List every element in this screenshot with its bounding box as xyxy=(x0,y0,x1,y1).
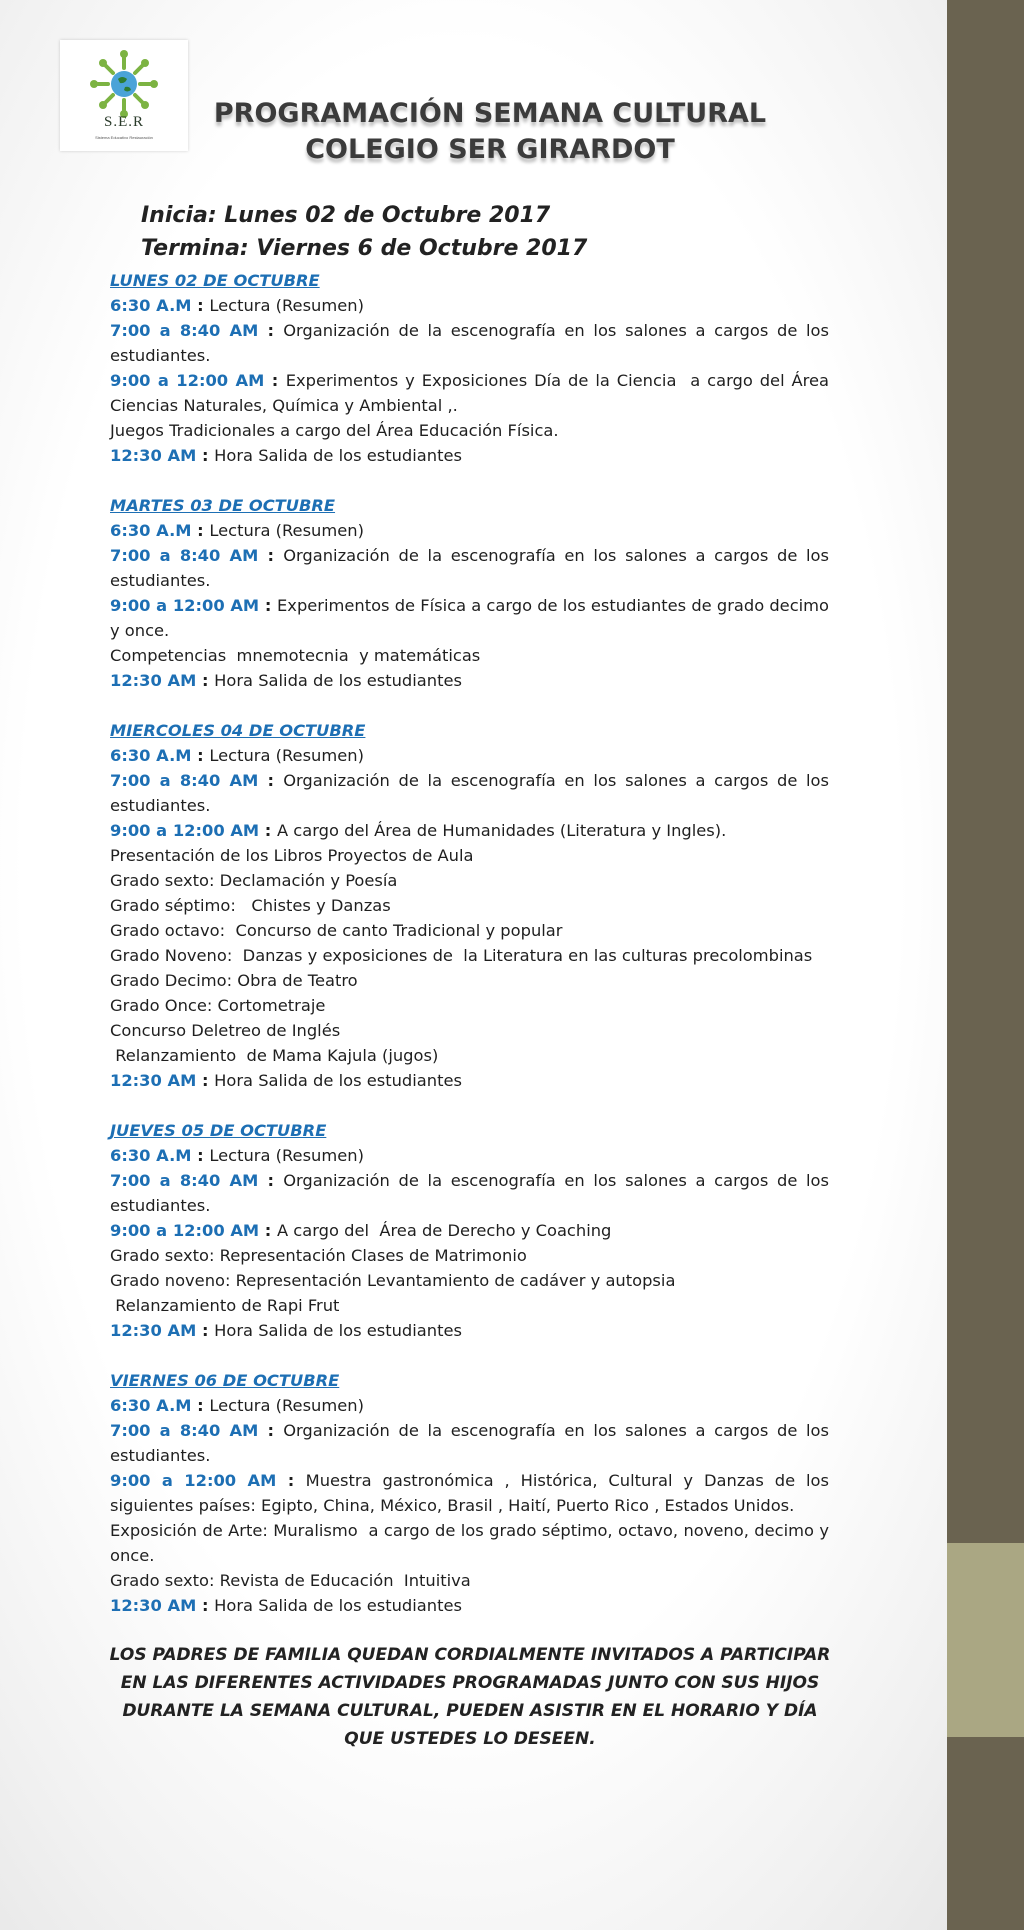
entry-text: Competencias mnemotecnia y matemáticas xyxy=(110,646,481,665)
title-line-1: PROGRAMACIÓN SEMANA CULTURAL xyxy=(213,98,767,129)
schedule-entry xyxy=(110,1418,835,1468)
entry-time: 7:00 a 8:40 AM xyxy=(110,1171,259,1190)
title-line-2: COLEGIO SER GIRARDOT xyxy=(305,134,675,165)
entry-text: A cargo del Área de Derecho y Coaching xyxy=(276,1221,612,1240)
entry-text: Lectura (Resumen) xyxy=(209,746,364,765)
entry-time: 6:30 A.M xyxy=(110,296,192,315)
entry-text: Grado séptimo: Chistes y Danzas xyxy=(110,896,391,915)
entry-separator: : xyxy=(196,446,215,465)
entry-text: Exposición de Arte: Muralismo a cargo de los grado séptimo, octavo, noveno, decimo y once. xyxy=(110,1521,835,1565)
logo-text: S.E.R xyxy=(103,114,144,130)
entry-separator: : xyxy=(191,1396,210,1415)
day-title: MIERCOLES 04 DE OCTUBRE xyxy=(110,721,366,740)
entry-separator: : xyxy=(258,771,284,790)
entry-time: 12:30 AM xyxy=(110,1321,197,1340)
entry-time: 9:00 a 12:00 AM xyxy=(110,1221,260,1240)
entry-separator: : xyxy=(258,1421,284,1440)
entry-text: Lectura (Resumen) xyxy=(209,521,364,540)
entry-time: 7:00 a 8:40 AM xyxy=(110,321,259,340)
entry-time: 12:30 AM xyxy=(110,671,197,690)
schedule-entry xyxy=(110,1218,829,1243)
entry-text: Organización de la escenografía en los salones a cargos de los estudiantes. xyxy=(110,321,835,365)
entry-time: 7:00 a 8:40 AM xyxy=(110,771,259,790)
start-date: Inicia: Lunes 02 de Octubre 2017 xyxy=(141,203,551,228)
schedule-entry xyxy=(110,1268,829,1293)
entry-text: Hora Salida de los estudiantes xyxy=(214,446,462,465)
schedule-entry xyxy=(110,668,829,693)
schedule-entry xyxy=(110,1318,829,1343)
closing-line-4: QUE USTEDES LO DESEEN. xyxy=(344,1729,596,1749)
sidebar-accent-band xyxy=(947,1543,1024,1737)
entry-time: 6:30 A.M xyxy=(110,1396,192,1415)
schedule-entry xyxy=(110,993,829,1018)
entry-text: Experimentos de Física a cargo de los estudiantes de grado decimo y once. xyxy=(110,596,835,640)
day-block xyxy=(110,1368,835,1618)
entry-separator: : xyxy=(196,1596,215,1615)
schedule-entry xyxy=(110,318,835,368)
schedule-entry xyxy=(110,943,829,968)
entry-separator: : xyxy=(191,746,210,765)
entry-text: A cargo del Área de Humanidades (Literatura y Ingles). xyxy=(276,821,727,840)
schedule-entry xyxy=(110,1393,829,1418)
entry-text: Relanzamiento de Rapi Frut xyxy=(110,1296,340,1315)
day-title: JUEVES 05 DE OCTUBRE xyxy=(110,1121,327,1140)
schedule-entry xyxy=(110,743,829,768)
day-block xyxy=(110,718,835,1093)
schedule-entry xyxy=(110,593,835,643)
page-title xyxy=(150,96,830,168)
entry-separator: : xyxy=(191,1146,210,1165)
day-title: VIERNES 06 DE OCTUBRE xyxy=(110,1371,340,1390)
entry-text: Grado octavo: Concurso de canto Tradicional y popular xyxy=(110,921,563,940)
entry-separator: : xyxy=(191,296,210,315)
entry-time: 9:00 a 12:00 AM xyxy=(110,1471,277,1490)
entry-time: 12:30 AM xyxy=(110,1596,197,1615)
schedule-entry xyxy=(110,818,829,843)
entry-separator: : xyxy=(258,321,284,340)
schedule-entry xyxy=(110,418,829,443)
schedule-entry xyxy=(110,368,835,418)
schedule-entry xyxy=(110,1168,835,1218)
entry-text: Organización de la escenografía en los salones a cargos de los estudiantes. xyxy=(110,546,835,590)
closing-line-3: DURANTE LA SEMANA CULTURAL, PUEDEN ASISTIR EN EL HORARIO Y DÍA xyxy=(122,1701,818,1721)
entry-text: Muestra gastronómica , Histórica, Cultural y Danzas de los siguientes países: Egipto, China, México, Brasil , Haití, Puerto Rico , Estados Unidos. xyxy=(110,1471,835,1515)
schedule-entry xyxy=(110,443,829,468)
entry-time: 6:30 A.M xyxy=(110,1146,192,1165)
entry-separator: : xyxy=(258,546,284,565)
entry-text: Concurso Deletreo de Inglés xyxy=(110,1021,341,1040)
entry-text: Grado Once: Cortometraje xyxy=(110,996,326,1015)
schedule-entry xyxy=(110,293,829,318)
schedule xyxy=(110,268,835,1643)
day-title: MARTES 03 DE OCTUBRE xyxy=(110,496,336,515)
day-block xyxy=(110,493,835,693)
schedule-entry xyxy=(110,1468,835,1518)
entry-separator: : xyxy=(196,1071,215,1090)
closing-line-2: EN LAS DIFERENTES ACTIVIDADES PROGRAMADAS JUNTO CON SUS HIJOS xyxy=(120,1673,820,1693)
day-title: LUNES 02 DE OCTUBRE xyxy=(110,271,320,290)
entry-text: Lectura (Resumen) xyxy=(209,1146,364,1165)
entry-time: 12:30 AM xyxy=(110,446,197,465)
day-block xyxy=(110,268,835,468)
entry-text: Organización de la escenografía en los salones a cargos de los estudiantes. xyxy=(110,1171,835,1215)
schedule-entry xyxy=(110,1018,829,1043)
schedule-entry xyxy=(110,968,829,993)
schedule-entry xyxy=(110,918,829,943)
entry-text: Grado noveno: Representación Levantamiento de cadáver y autopsia xyxy=(110,1271,676,1290)
entry-time: 9:00 a 12:00 AM xyxy=(110,596,260,615)
schedule-entry xyxy=(110,1243,829,1268)
entry-text: Lectura (Resumen) xyxy=(209,1396,364,1415)
closing-line-1: LOS PADRES DE FAMILIA QUEDAN CORDIALMENTE INVITADOS A PARTICIPAR xyxy=(109,1645,831,1665)
entry-text: Grado sexto: Representación Clases de Matrimonio xyxy=(110,1246,527,1265)
entry-time: 7:00 a 8:40 AM xyxy=(110,546,259,565)
entry-text: Grado sexto: Revista de Educación Intuitiva xyxy=(110,1571,471,1590)
schedule-entry xyxy=(110,1143,829,1168)
entry-text: Relanzamiento de Mama Kajula (jugos) xyxy=(110,1046,439,1065)
entry-separator: : xyxy=(258,1171,284,1190)
entry-text: Grado Decimo: Obra de Teatro xyxy=(110,971,358,990)
entry-text: Grado Noveno: Danzas y exposiciones de la Literatura en las culturas precolombinas xyxy=(110,946,813,965)
schedule-entry xyxy=(110,543,835,593)
schedule-entry xyxy=(110,1568,829,1593)
entry-separator: : xyxy=(259,1221,277,1240)
entry-text: Hora Salida de los estudiantes xyxy=(214,1596,462,1615)
entry-text: Grado sexto: Declamación y Poesía xyxy=(110,871,398,890)
entry-text: Hora Salida de los estudiantes xyxy=(214,671,462,690)
entry-text: Organización de la escenografía en los salones a cargos de los estudiantes. xyxy=(110,1421,835,1465)
entry-separator: : xyxy=(191,521,210,540)
date-range xyxy=(141,199,587,265)
entry-time: 12:30 AM xyxy=(110,1071,197,1090)
entry-time: 6:30 A.M xyxy=(110,746,192,765)
entry-text: Hora Salida de los estudiantes xyxy=(214,1321,462,1340)
entry-time: 6:30 A.M xyxy=(110,521,192,540)
end-date: Termina: Viernes 6 de Octubre 2017 xyxy=(141,236,588,261)
entry-separator: : xyxy=(276,1471,306,1490)
schedule-entry xyxy=(110,1293,829,1318)
entry-time: 7:00 a 8:40 AM xyxy=(110,1421,259,1440)
entry-text: Presentación de los Libros Proyectos de Aula xyxy=(110,846,474,865)
schedule-entry xyxy=(110,843,829,868)
entry-text: Experimentos y Exposiciones Día de la Ciencia a cargo del Área Ciencias Naturales, Química y Ambiental ,. xyxy=(110,371,835,415)
schedule-entry xyxy=(110,1518,835,1568)
schedule-entry xyxy=(110,518,829,543)
day-block xyxy=(110,1118,835,1343)
schedule-entry xyxy=(110,868,829,893)
schedule-entry xyxy=(110,893,829,918)
logo-subtitle: Sistema Educativo Restauración xyxy=(95,135,153,140)
entry-separator: : xyxy=(196,1321,215,1340)
entry-text: Hora Salida de los estudiantes xyxy=(214,1071,462,1090)
entry-time: 9:00 a 12:00 AM xyxy=(110,371,265,390)
entry-text: Lectura (Resumen) xyxy=(209,296,364,315)
schedule-entry xyxy=(110,768,835,818)
entry-time: 9:00 a 12:00 AM xyxy=(110,821,260,840)
entry-text: Organización de la escenografía en los salones a cargos de los estudiantes. xyxy=(110,771,835,815)
entry-text: Juegos Tradicionales a cargo del Área Educación Física. xyxy=(110,421,559,440)
schedule-entry xyxy=(110,643,829,668)
entry-separator: : xyxy=(259,596,278,615)
schedule-entry xyxy=(110,1043,829,1068)
entry-separator: : xyxy=(259,821,277,840)
closing-invitation xyxy=(100,1641,840,1753)
schedule-entry xyxy=(110,1068,829,1093)
schedule-entry xyxy=(110,1593,829,1618)
entry-separator: : xyxy=(264,371,286,390)
entry-separator: : xyxy=(196,671,215,690)
